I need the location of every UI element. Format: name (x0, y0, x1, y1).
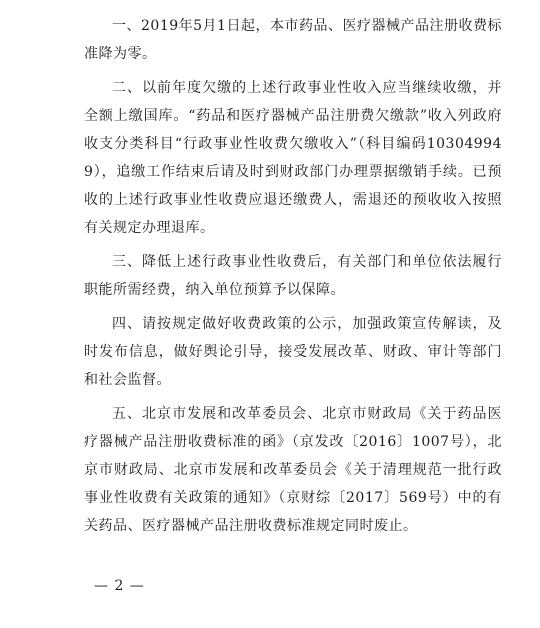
paragraph-4: 四、请按规定做好收费政策的公示，加强政策宣传解读，及时发布信息，做好舆论引导，接受发展改革、财政、审计等部门和社会监督。 (84, 316, 502, 388)
paragraph-1: 一、2019年5月1日起，本市药品、医疗器械产品注册收费标准降为零。 (84, 18, 502, 62)
paragraph-2: 二、以前年度欠缴的上述行政事业性收入应当继续收缴，并全额上缴国库。“药品和医疗器械产品注册费欠缴款”收入列政府收支分类科目“行政事业性收费欠缴收入”（科目编码103049949），追缴工作结束后请及时到财政部门办理票据缴销手续。已预收的上述行政事业性收费应退还缴费人，需退还的预收收入按照有关规定办理退库。 (84, 80, 502, 236)
document-body (84, 12, 502, 546)
paragraph-3: 三、降低上述行政事业性收费后，有关部门和单位依法履行职能所需经费，纳入单位预算予以保障。 (84, 254, 502, 298)
page-number: — 2 — (94, 578, 145, 594)
paragraph-5: 五、北京市发展和改革委员会、北京市财政局《关于药品医疗器械产品注册收费标准的函》（京发改〔2016〕1007号），北京市财政局、北京市发展和改革委员会《关于清理规范一批行政事业性收费有关政策的通知》（京财综〔2017〕569号）中的有关药品、医疗器械产品注册收费标准规定同时废止。 (84, 406, 502, 534)
